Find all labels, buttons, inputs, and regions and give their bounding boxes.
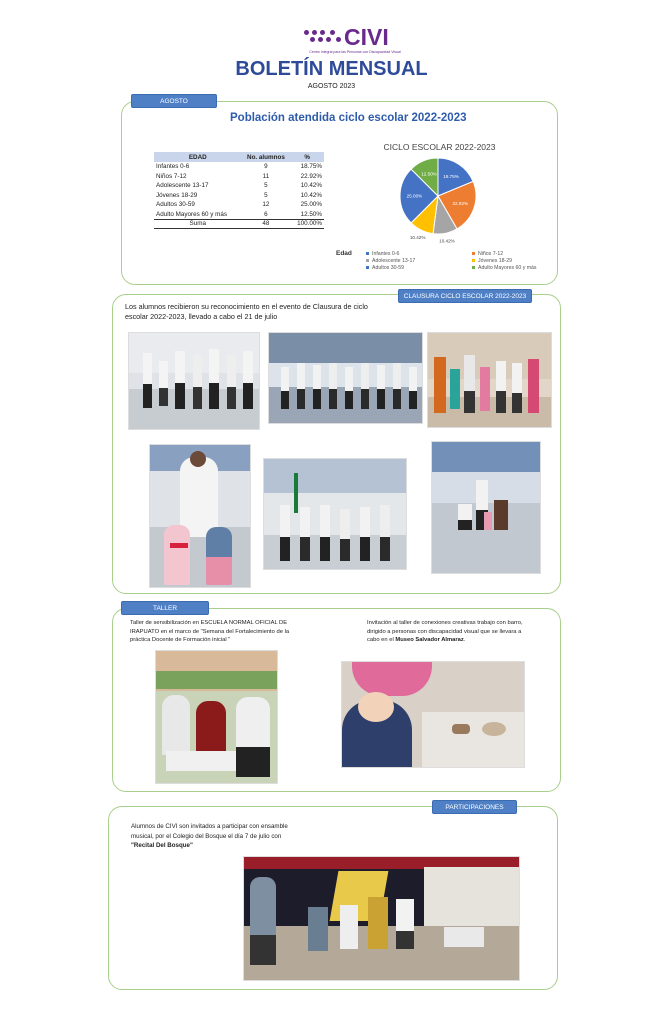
taller-caption-right-end: . (463, 637, 466, 643)
logo-subtitle: Centro Integral para las Personas con Discapacidad Visual (309, 50, 401, 54)
taller-caption-right (367, 619, 532, 645)
col-edad: EDAD (154, 152, 242, 162)
cell-edad: Infantes 0-6 (156, 163, 190, 171)
photo-clausura-1 (128, 332, 260, 430)
pie-label: 22.92% (452, 201, 469, 207)
col-alumnos: No. alumnos (242, 152, 291, 162)
taller-caption-left: Taller de sensibilización en ESCUELA NORMAL OFICIAL DE IRAPUATO en el marco de "Semana del Fortalecimiento de la práctica Docente de Formación inicial " (130, 620, 290, 643)
photo-clausura-3 (427, 332, 552, 428)
legend-label: Adolescente 13-17 (372, 258, 416, 264)
legend-item (472, 251, 503, 257)
table-row (154, 172, 324, 182)
tab-participaciones: PARTICIPACIONES (432, 800, 517, 814)
taller-caption-right-text: Invitación al taller de conexiones creativas trabajo con barro, dirigido a personas con discapacidad visual que se llevara a cabo en el (367, 620, 523, 643)
cell-pct: 25.00% (300, 201, 322, 209)
museo-name: Museo Salvador Almaraz (395, 637, 464, 643)
chart-title: CICLO ESCOLAR 2022-2023 (383, 142, 496, 152)
tab-taller: TALLER (121, 601, 209, 615)
table-row (154, 162, 324, 172)
section-title: Población atendida ciclo escolar 2022-2023 (230, 112, 467, 124)
table-row (154, 210, 324, 220)
cell-edad: Adulto Mayores 60 y más (156, 210, 228, 218)
cell-alumnos: 12 (262, 201, 270, 209)
legend-swatch (472, 259, 475, 262)
page-date: AGOSTO 2023 (307, 83, 356, 90)
photo-taller-1 (155, 650, 278, 784)
cell-alumnos: 11 (262, 172, 270, 180)
cell-sum-label: Suma (154, 219, 242, 229)
legend-item (366, 265, 404, 271)
legend-item (366, 258, 415, 264)
pie-label: 18.75% (443, 173, 459, 179)
cell-sum-alumnos: 48 (242, 219, 291, 229)
logo-text: CIVI (344, 24, 389, 50)
photo-recital (243, 856, 520, 981)
pie-label: 10.42% (439, 238, 455, 244)
legend-swatch (472, 266, 475, 269)
legend-item (366, 251, 399, 257)
photo-clausura-6 (431, 441, 541, 574)
recital-name: "Recital Del Bosque" (131, 842, 193, 849)
photo-taller-2 (341, 661, 525, 768)
population-table (154, 152, 324, 229)
cell-pct: 12.50% (300, 210, 322, 218)
cell-edad: Adolescente 13-17 (156, 182, 209, 190)
legend-item (472, 258, 512, 264)
cell-pct: 10.42% (300, 182, 322, 190)
legend-item (472, 265, 537, 271)
table-row (154, 191, 324, 201)
photo-clausura-4 (149, 444, 251, 588)
pie-label: 12.50% (421, 171, 437, 177)
legend-title: Edad (336, 250, 352, 257)
pie-label: 25.00% (406, 193, 423, 199)
cell-alumnos: 5 (264, 191, 268, 199)
tab-agosto: AGOSTO (131, 94, 217, 108)
legend-swatch (366, 266, 369, 269)
cell-edad: Jóvenes 18-29 (156, 191, 198, 199)
tab-clausura: CLAUSURA CICLO ESCOLAR 2022-2023 (398, 289, 532, 303)
pie-label: 10.42% (409, 234, 426, 240)
photo-clausura-5 (263, 458, 407, 570)
table-row (154, 200, 324, 210)
legend-label: Infantes 0-6 (372, 251, 400, 257)
participaciones-caption (131, 822, 301, 851)
legend-label: Jóvenes 18-29 (478, 258, 513, 264)
table-row (154, 181, 324, 191)
page-title: BOLETÍN MENSUAL (235, 58, 428, 80)
cell-pct: 18.75% (300, 163, 322, 171)
table-sum-row (154, 219, 324, 229)
photo-clausura-2 (268, 332, 423, 424)
cell-edad: Adultos 30-59 (156, 201, 195, 209)
cell-pct: 10.42% (300, 191, 322, 199)
legend-swatch (472, 252, 475, 255)
legend-swatch (366, 259, 369, 262)
cell-pct: 22.92% (300, 172, 322, 180)
participaciones-caption-text: Alumnos de CIVI son invitados a participar con ensamble musical, por el Colegio del Bosque el día 7 de julio con (131, 823, 288, 840)
clausura-caption: Los alumnos recibieron su reconocimiento en el evento de Clausura de ciclo escolar 2022-2023, llevado a cabo el 21 de julio (125, 302, 368, 321)
cell-sum-pct: 100.00% (290, 219, 324, 229)
cell-alumnos: 6 (264, 210, 268, 218)
legend-swatch (366, 252, 369, 255)
cell-edad: Niños 7-12 (156, 172, 187, 180)
legend-label: Adultos 30-59 (372, 265, 405, 271)
legend-label: Adulto Mayores 60 y más (478, 265, 537, 271)
pie-chart (398, 153, 478, 244)
legend-label: Niños 7-12 (478, 251, 504, 257)
col-pct: % (290, 152, 324, 162)
cell-alumnos: 5 (264, 182, 268, 190)
cell-alumnos: 9 (264, 163, 268, 171)
